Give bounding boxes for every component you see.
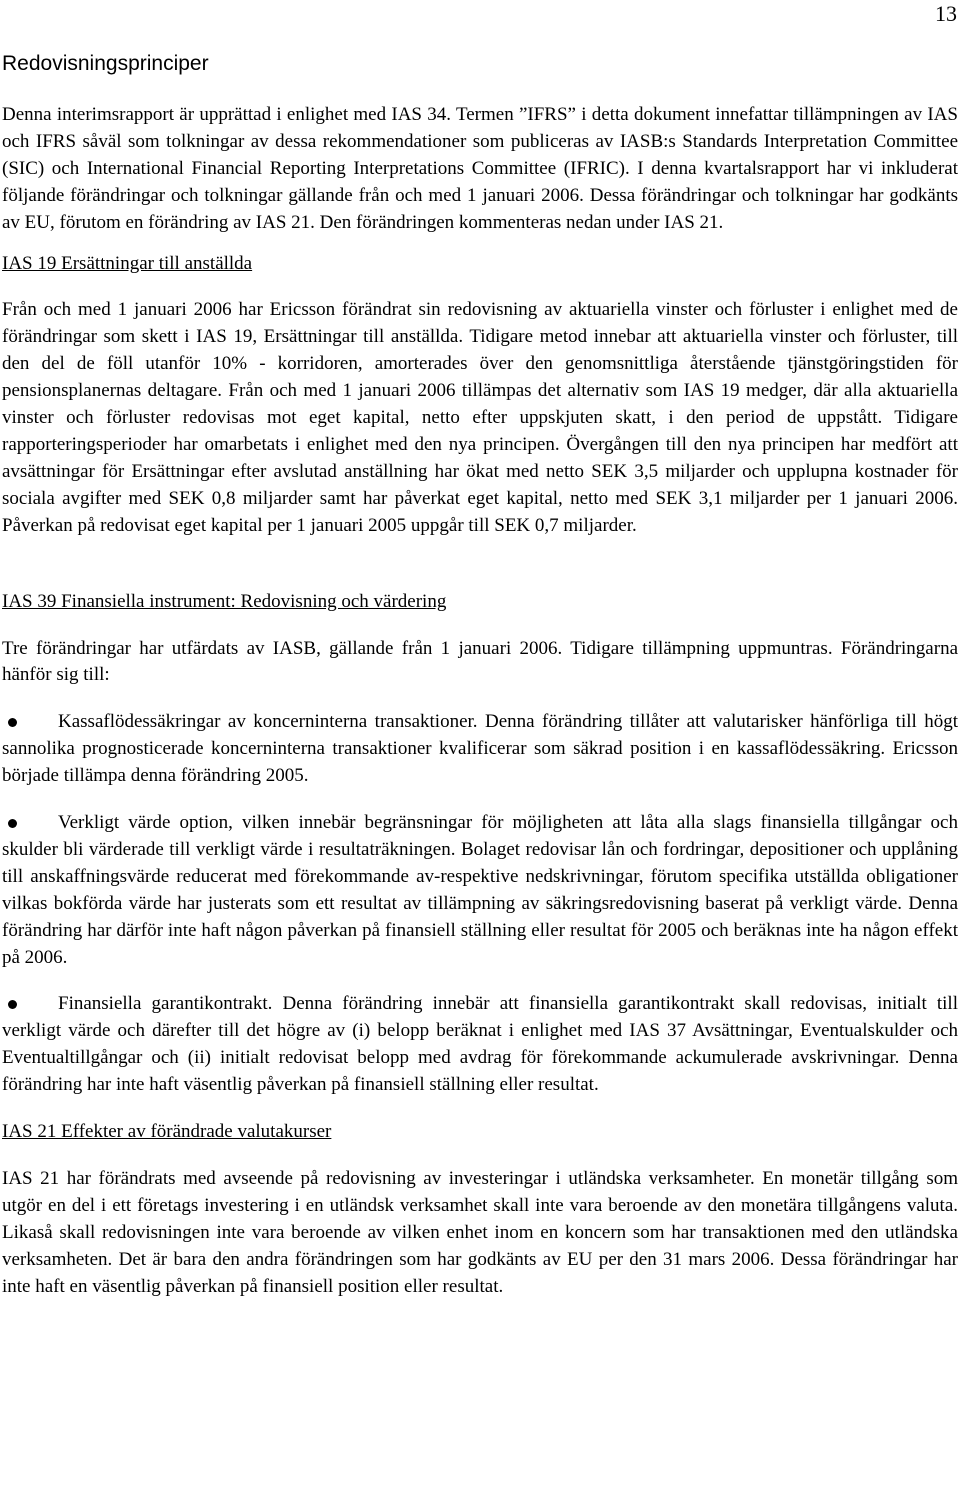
page-title: Redovisningsprinciper: [2, 52, 209, 75]
bullet-item: [2, 810, 958, 971]
section-heading-ias39: IAS 39 Finansiella instrument: Redovisning och värdering: [2, 590, 447, 612]
section-heading-ias21: IAS 21 Effekter av förändrade valutakurser: [2, 1121, 332, 1143]
intro-paragraph: Denna interimsrapport är upprättad i enlighet med IAS 34. Termen ”IFRS” i detta dokument innefattar tillämpningen av IAS och IFRS såväl som tolkningar av dessa rekommendationer som publiceras av IASB:s Standards Interpretation Committee (SIC) och International Financial Reporting Interpretations Committee (IFRIC). I denna kvartalsrapport har vi inkluderat följande förändringar och tolkningar gällande från och med 1 januari 2006. Dessa förändringar och tolkningar har godkänts av EU, förutom en förändring av IAS 21. Den förändringen kommenteras nedan under IAS 21.: [2, 104, 958, 233]
bullet-item: [2, 991, 958, 1099]
section-body-ias21: IAS 21 har förändrats med avseende på redovisning av investeringar i utländska verksamheter. En monetär tillgång som utgör en del i ett företags investering i en utländsk verksamhet skall inte vara beroende av den monetära tillgångens valuta. Likaså skall redovisningen inte vara beroende av vilken enhet inom en koncern som har transaktionen med den utländska verksamheten. Det är bara den andra förändringen som har godkänts av EU per den 31 mars 2006. Dessa förändringar har inte haft en väsentlig påverkan på finansiell position eller resultat.: [2, 1168, 958, 1297]
bullet-text: Kassaflödessäkringar av koncerninterna transaktioner. Denna förändring tillåter att valutarisker hänförliga till högt sannolika prognosticerade koncerninterna transaktioner kvalificerar som säkrad position i en kassaflödessäkring. Ericsson började tillämpa denna förändring 2005.: [2, 711, 958, 787]
spacer: [2, 971, 958, 991]
bullet-icon: [8, 819, 17, 828]
page-number: 13: [935, 1, 957, 26]
spacer: [2, 1146, 958, 1166]
bullet-text: Verkligt värde option, vilken innebär begränsningar för möjligheten att låta alla slags finansiella tillgångar och skulder bli värderade till verkligt värde i resultaträkningen. Bolaget redovisar lån och fordringar, depositioner och upplåning till anskaffningsvärde reducerat med förekommande av-respektive nedskrivningar, förutom specifika utställda obligationer vilkas bokförda värde har justerats som ett resultat av tillämpning av säkringsredovisning baserat på verkligt värde. Denna förändring har därför inte haft någon påverkan på finansiell ställning eller resultat för 2005 och beräknas inte ha någon effekt på 2006.: [2, 812, 958, 968]
spacer: [2, 540, 958, 589]
section-intro-ias39: Tre förändringar har utfärdats av IASB, gällande från 1 januari 2006. Tidigare tillämpning uppmuntras. Förändringarna hänför sig till:: [2, 637, 958, 686]
section-body-ias19: Från och med 1 januari 2006 har Ericsson förändrat sin redovisning av aktuariella vinster och förluster i enlighet med de förändringar som skett i IAS 19, Ersättningar till anställda. Tidigare metod innebar att aktuariella vinster och förluster, till den del de föll utanför 10% - korridoren, amorterades över den genomsnittliga återstående tjänstgöringstiden för pensionsplanernas deltagare. Från och med 1 januari 2006 tillämpas det alternativ som IAS 19 medger, där alla aktuariella vinster och förluster redovisas mot eget kapital, netto efter uppskjuten skatt, i den period de uppstått. Tidigare rapporteringsperioder har omarbetats i enlighet med den nya principen. Övergången till den nya principen har medfört att avsättningar för Ersättningar efter avslutad anställning har ökat med netto SEK 3,5 miljarder och upplupna kostnader för sociala avgifter med SEK 0,8 miljarder samt har påverkat eget kapital, netto med SEK 3,1 miljarder per 1 januari 2006. Påverkan på redovisat eget kapital per 1 januari 2005 uppgår till SEK 0,7 miljarder.: [2, 299, 958, 536]
bullet-text: Finansiella garantikontrakt. Denna förändring innebär att finansiella garantikontrakt skall redovisas, initialt till verkligt värde och därefter till det högre av (i) belopp beräknat i enlighet med IAS 37 Avsättningar, Eventualskulder och Eventualtillgångar och (ii) initialt redovisat belopp med avdrag för förekommande ackumulerade avskrivningar. Denna förändring har inte haft väsentlig påverkan på finansiell ställning eller resultat.: [2, 993, 958, 1096]
page-content: [2, 50, 958, 1301]
bullet-item: [2, 709, 958, 790]
spacer: [2, 790, 958, 810]
spacer: [2, 689, 958, 709]
spacer: [2, 277, 958, 297]
spacer: [2, 237, 958, 251]
spacer: [2, 1099, 958, 1119]
section-heading-ias19: IAS 19 Ersättningar till anställda: [2, 252, 253, 274]
spacer: [2, 616, 958, 636]
